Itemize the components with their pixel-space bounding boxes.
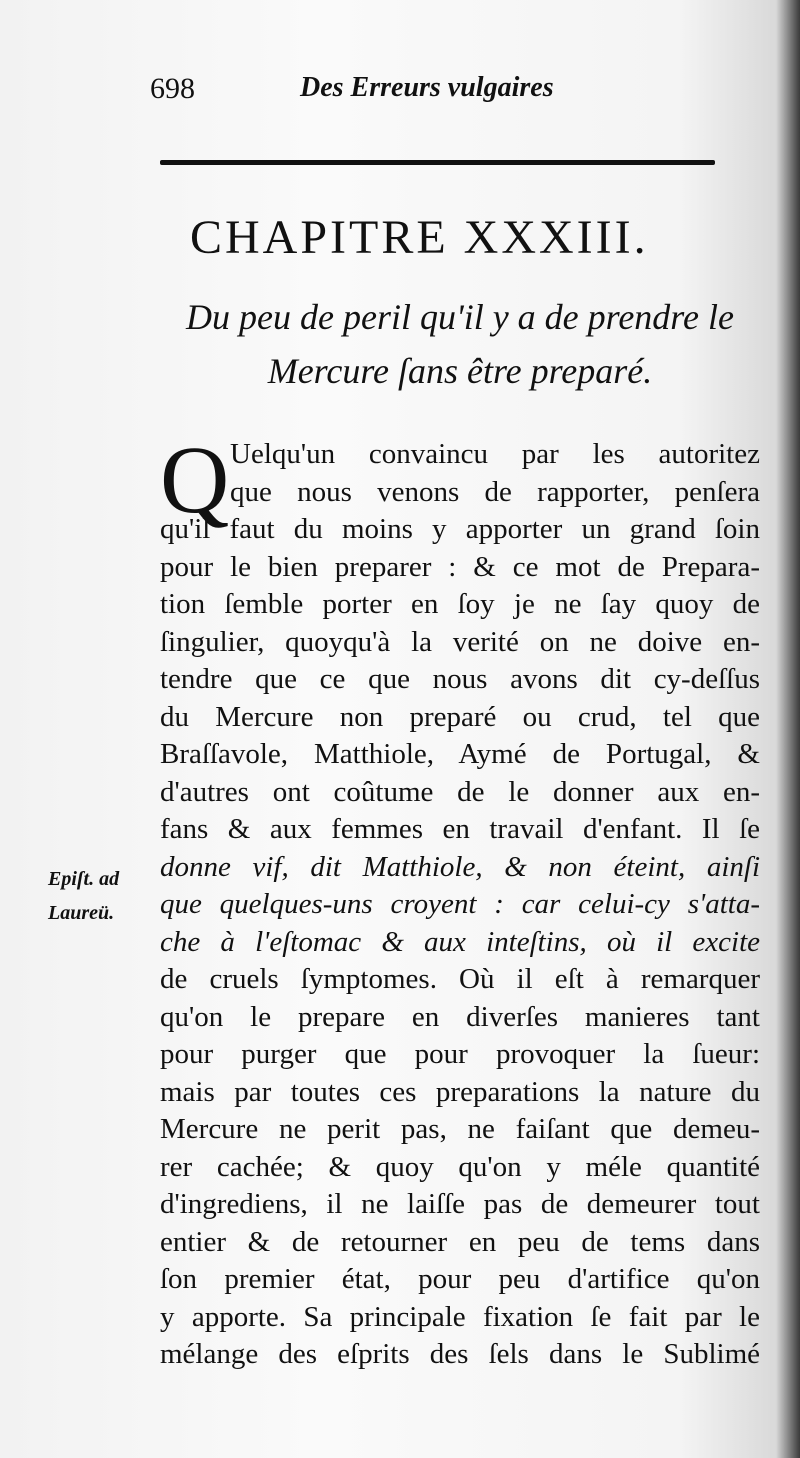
text-line: qu'il faut du moins y apporter un grand ſoin (160, 513, 760, 545)
text-line: du Mercure non preparé ou crud, tel que (160, 700, 760, 733)
chapter-subtitle-line-2: Mercure ſans être preparé. (267, 351, 653, 391)
text-line: pour purger que pour provoquer la ſueur: (160, 1038, 760, 1070)
text-line: mélange des eſprits des ſels dans le Sublimé (160, 1338, 760, 1370)
text-line: ſon premier état, pour peu d'artifice qu'on (160, 1263, 760, 1295)
text-line: Braſſavole, Matthiole, Aymé de Portugal, & (160, 738, 760, 770)
body-text (160, 426, 760, 1374)
text-line: rer cachée; & quoy qu'on y méle quantité (160, 1150, 760, 1183)
text-line: que nous venons de rapporter, penſera (230, 475, 760, 508)
chapter-title: CHAPITRE XXXIII. (190, 211, 649, 264)
text-line: entier & de retourner en peu de tems dans (160, 1225, 760, 1258)
drop-cap: Q (160, 426, 230, 533)
text-line: d'autres ont coûtume de le donner aux en- (160, 775, 760, 808)
text-line: mais par toutes ces preparations la nature du (160, 1075, 760, 1108)
margin-note-line-2: Laureü. (48, 902, 115, 924)
text-line: fans & aux femmes en travail d'enfant. Il ſe (160, 813, 760, 845)
running-title: Des Erreurs vulgaires (300, 72, 554, 103)
text-line: de cruels ſymptomes. Où il eſt à remarquer (160, 963, 760, 995)
text-line: tendre que ce que nous avons dit cy-deſſus (160, 663, 760, 695)
page-number: 698 (150, 72, 195, 105)
margin-note (48, 862, 148, 930)
text-line: d'ingrediens, il ne laiſſe pas de demeurer tout (160, 1188, 760, 1220)
text-line: que quelques-uns croyent : car celui-cy s'atta- (160, 888, 760, 920)
text-line: qu'on le prepare en diverſes manieres tant (160, 1000, 760, 1033)
text-line: ſingulier, quoyqu'à la verité on ne doive en- (160, 625, 760, 658)
text-line: pour le bien preparer : & ce mot de Prepara- (160, 550, 760, 583)
page-header (150, 72, 710, 112)
margin-note-line-1: Epiſt. ad (48, 868, 120, 890)
text-line: che à l'eſtomac & aux inteſtins, où il excite (160, 925, 760, 958)
header-rule (160, 160, 715, 165)
chapter-subtitle-line-1: Du peu de peril qu'il y a de prendre le (186, 297, 734, 337)
text-line: Uelqu'un convaincu par les autoritez (230, 438, 760, 470)
text-line: tion ſemble porter en ſoy je ne ſay quoy de (160, 588, 760, 620)
text-line: donne vif, dit Matthiole, & non éteint, ainſi (160, 850, 760, 883)
text-line: Mercure ne perit pas, ne faiſant que demeu- (160, 1113, 760, 1145)
text-line: y apporte. Sa principale fixation ſe fait par le (160, 1300, 760, 1333)
